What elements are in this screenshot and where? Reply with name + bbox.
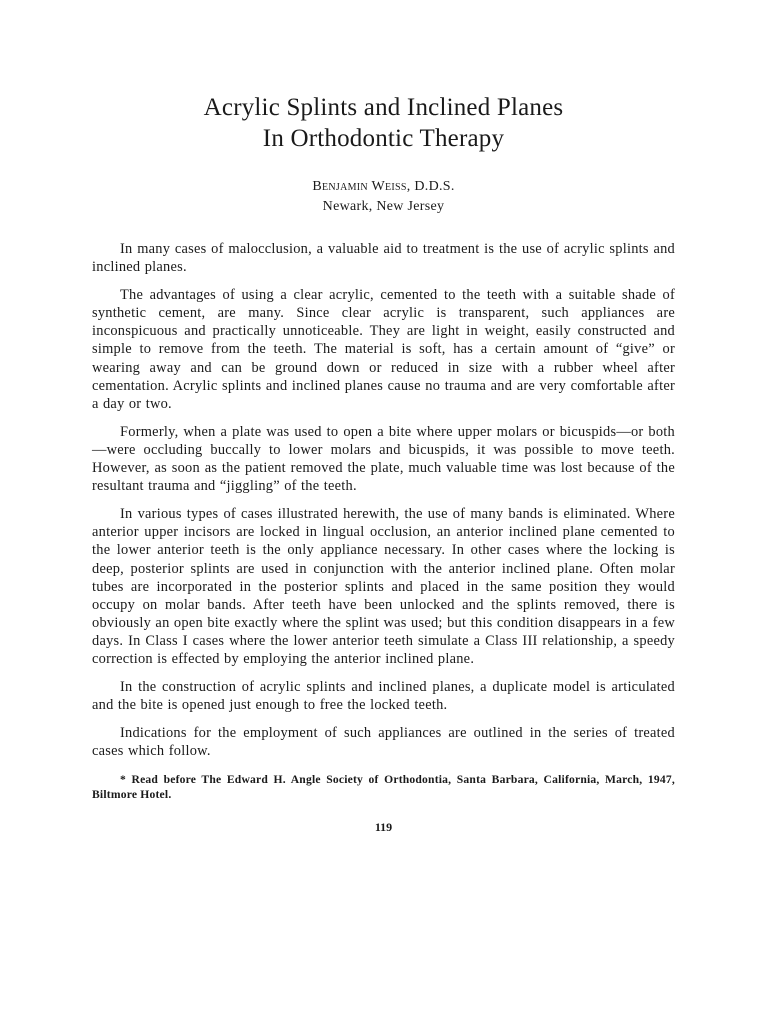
paragraph-2: The advantages of using a clear acrylic, cemented to the teeth with a suitable shade of synthetic cement, are many. Since clear acrylic is transparent, such appliances are inconspicuous and practically unnoticeable. They are light in weight, easily constructed and simple to remove from the teeth. The material is soft, has a certain amount of “give” or wearing away and can be ground down or reduced in size with a rubber wheel after cementation. Acrylic splints and inclined planes cause no trauma and are very comfortable after a day or two. [92, 287, 675, 412]
paragraph-4: In various types of cases illustrated herewith, the use of many bands is eliminated. Where anterior upper incisors are locked in lingual occlusion, an anterior inclined plane cemented to the lower anterior teeth is the only appliance necessary. In other cases where the locking is deep, posterior splints are used in conjunction with the anterior inclined plane. Often molar tubes are incorporated in the posterior splints and placed in the same position they would occupy on molar bands. After teeth have been unlocked and the splints removed, there is obviously an open bite exactly where the splint was used; but this condition disappears in a few days. In Class I cases where the lower anterior teeth simulate a Class III relationship, a speedy correction is effected by employing the anterior inclined plane. [92, 506, 675, 667]
article-body [92, 240, 675, 760]
footnote: * Read before The Edward H. Angle Society of Orthodontia, Santa Barbara, California, March, 1947, Biltmore Hotel. [92, 773, 675, 802]
page-number: 119 [374, 820, 393, 835]
author-line [92, 177, 675, 197]
title-line-2: In Orthodontic Therapy [262, 125, 505, 152]
author-name: Benjamin Weiss [312, 179, 407, 194]
paragraph-1: In many cases of malocclusion, a valuable aid to treatment is the use of acrylic splints and inclined planes. [92, 241, 675, 276]
paragraph-6: Indications for the employment of such appliances are outlined in the series of treated cases which follow. [92, 725, 675, 760]
article-title [92, 92, 675, 154]
paragraph-5: In the construction of acrylic splints and inclined planes, a duplicate model is articulated and the bite is opened just enough to free the locked teeth. [92, 679, 675, 714]
paragraph-3: Formerly, when a plate was used to open a bite where upper molars or bicuspids—or both—were occluding buccally to lower molars and bicuspids, it was possible to move teeth. However, as soon as the patient removed the plate, much valuable time was lost because of the resultant trauma and “jiggling” of the teeth. [92, 423, 675, 495]
author-degree: , D.D.S. [406, 179, 455, 194]
article-page [92, 92, 675, 835]
author-affiliation: Newark, New Jersey [322, 199, 445, 214]
title-line-1: Acrylic Splints and Inclined Planes [203, 94, 564, 121]
